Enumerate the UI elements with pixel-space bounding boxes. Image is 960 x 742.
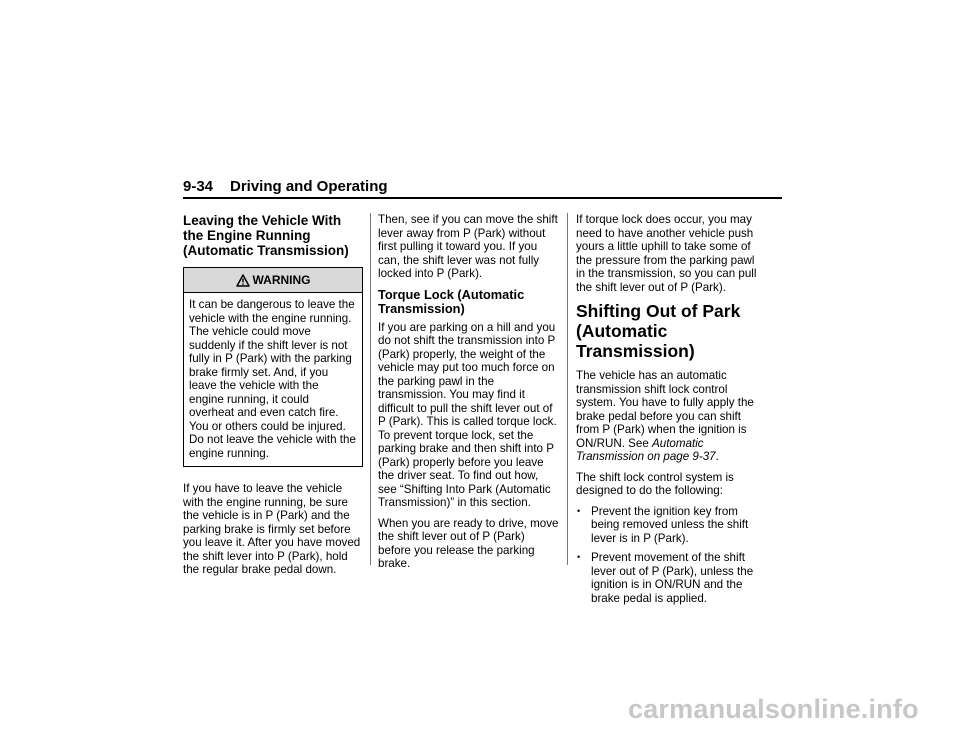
body-paragraph: If torque lock does occur, you may need to have another vehicle push yours a little uphill to take some of the pressure from the parking pawl in the transmission, so you can pull the shift lever out of P (Park). (576, 213, 757, 294)
bullet-list (576, 505, 760, 606)
body-paragraph: When you are ready to drive, move the shift lever out of P (Park) before you release the parking brake. (378, 516, 559, 570)
paragraph-text: The vehicle has an automatic transmission shift lock control system. You have to fully apply the brake pedal before you can shift from P (Park) when the ignition is ON/RUN. See (576, 369, 754, 450)
body-paragraph: Then, see if you can move the shift lever away from P (Park) without first pulling it toward you. If you can, the shift lever was not fully locked into P (Park). (378, 213, 558, 280)
body-paragraph: If you have to leave the vehicle with the engine running, be sure the vehicle is in P (Park) and the parking brake is firmly set before you leave it. After you have moved the shift lever into P (Park), hold the regular brake pedal down. (183, 482, 361, 576)
body-paragraph: If you are parking on a hill and you do not shift the transmission into P (Park) properly, the weight of the vehicle may put too much force on the parking pawl in the transmission. You may find it difficult to pull the shift lever out of P (Park). This is called torque lock. To prevent torque lock, set the parking brake and then shift into P (Park) properly before you leave the driver seat. To find out how, see “Shifting Into Park (Automatic Transmission)” in this section. (378, 320, 557, 509)
warning-label: WARNING (252, 273, 311, 287)
warning-header (184, 268, 362, 293)
body-paragraph (576, 369, 760, 464)
watermark: carmanualsonline.info (628, 694, 919, 724)
column-divider (567, 213, 568, 565)
bullet-icon: • (577, 552, 581, 562)
warning-text: It can be dangerous to leave the vehicle with the engine running. The vehicle could move suddenly if the shift lever is not fully in P (Park) with the parking brake firmly set. And, if you leave the vehicle with the engine running, it could overheat and even catch fire. You or others could be injured. Do not leave the vehicle with the engine running. (189, 298, 356, 460)
warning-triangle-icon (236, 274, 250, 287)
section-heading-shifting-out-of-park: Shifting Out of Park (Automatic Transmission) (576, 301, 741, 361)
section-heading-torque-lock: Torque Lock (Automatic Transmission) (378, 286, 525, 316)
list-item-text: Prevent the ignition key from being removed unless the shift lever is in P (Park). (591, 504, 749, 545)
column-1 (183, 213, 363, 584)
column-divider (370, 213, 371, 565)
column-3 (576, 213, 760, 611)
page-reference-link[interactable]: Automatic Transmission on page 9‑37 (576, 436, 716, 463)
bullet-icon: • (577, 505, 581, 516)
paragraph-end: . (715, 450, 719, 463)
column-2 (378, 213, 560, 578)
page-number: 9-34 (183, 178, 214, 195)
page-header (183, 178, 782, 199)
warning-box (183, 267, 363, 467)
section-heading-leaving-vehicle: Leaving the Vehicle With the Engine Running (Automatic Transmission) (183, 213, 349, 258)
body-paragraph: The shift lock control system is designed to do the following: (576, 470, 734, 497)
section-title: Driving and Operating (230, 178, 388, 195)
list-item (576, 505, 760, 546)
list-item (576, 551, 760, 605)
list-item-text: Prevent movement of the shift lever out of P (Park), unless the ignition is in ON/RUN and the brake pedal is applied. (591, 551, 754, 605)
